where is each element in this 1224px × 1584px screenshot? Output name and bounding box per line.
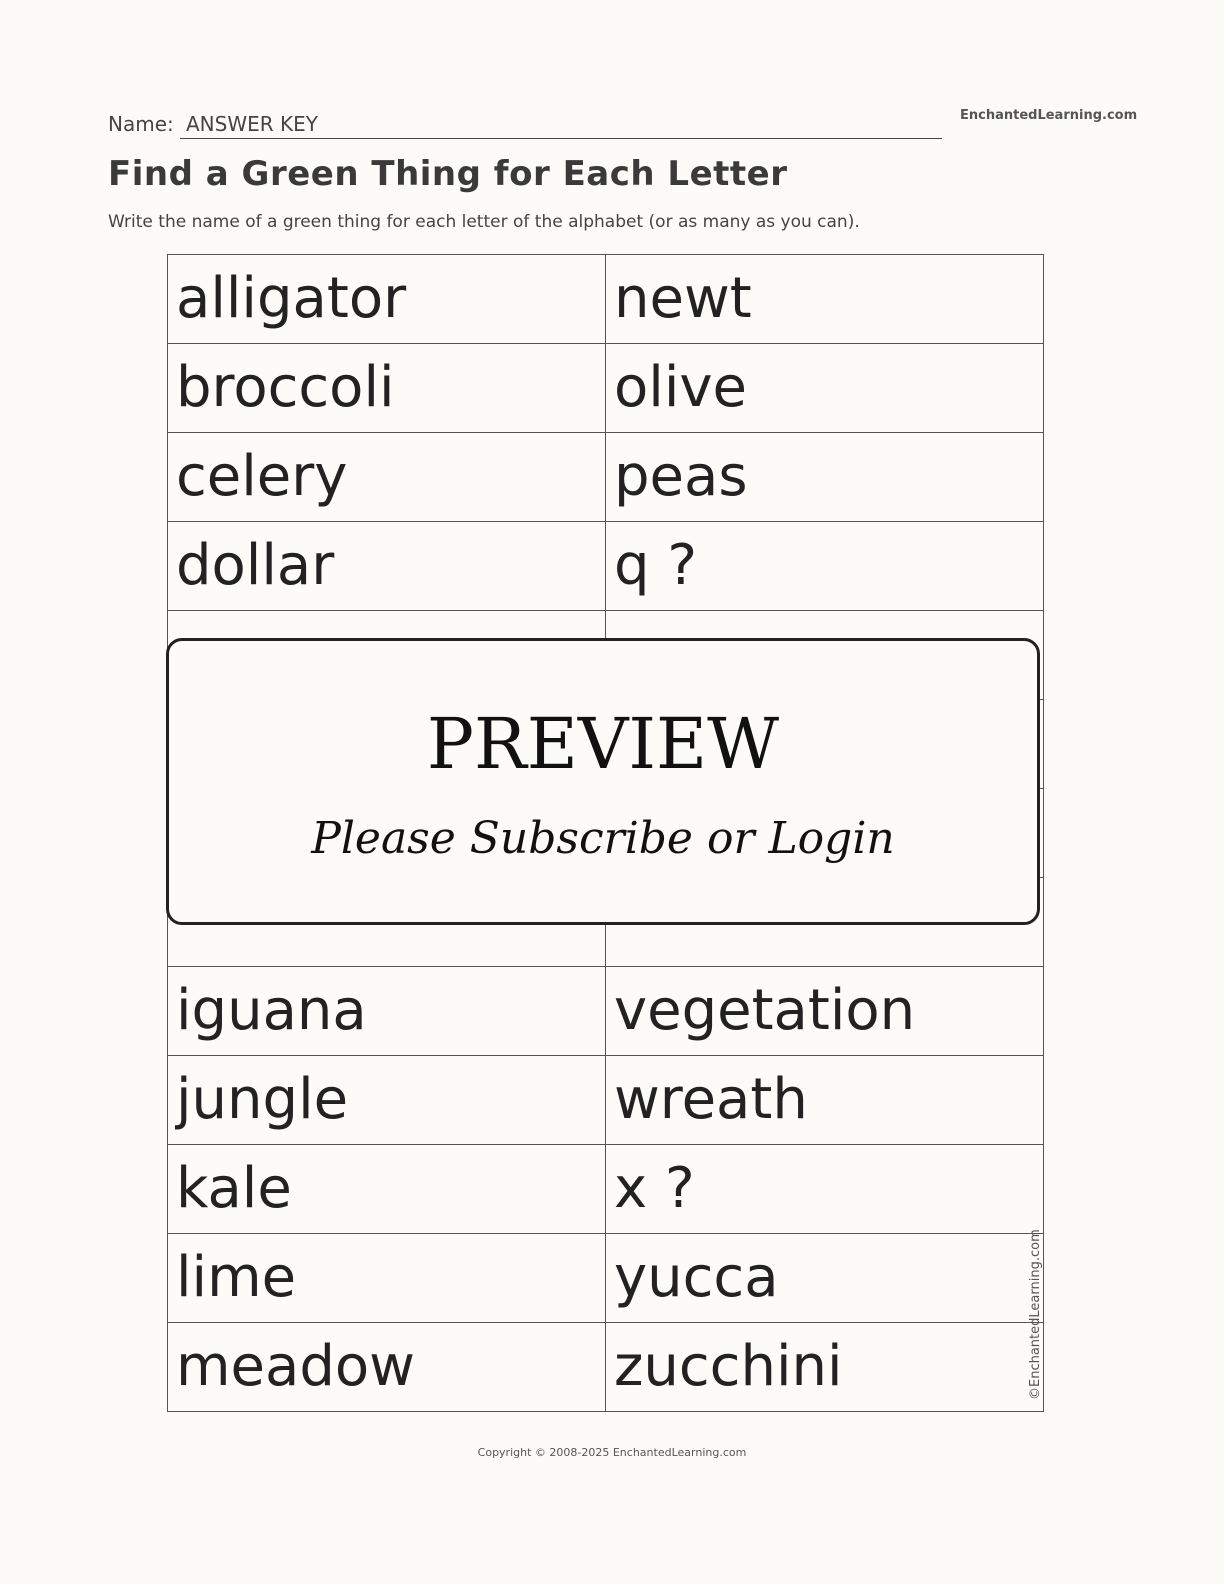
word-cell-right: newt [606, 255, 1044, 344]
word-cell-left: dollar [168, 522, 606, 611]
word-cell-right: yucca [606, 1234, 1044, 1323]
copyright: Copyright © 2008-2025 EnchantedLearning.com [477, 1446, 747, 1459]
name-value: ANSWER KEY [186, 112, 318, 136]
word-cell-right: q ? [606, 522, 1044, 611]
site-logo: EnchantedLearning.com [960, 108, 1138, 123]
word-cell-right: vegetation [606, 967, 1044, 1056]
word-cell-right: x ? [606, 1145, 1044, 1234]
preview-overlay[interactable] [166, 638, 1040, 925]
name-label: Name: [108, 112, 174, 136]
word-cell-right: wreath [606, 1056, 1044, 1145]
table-row [168, 344, 1044, 433]
word-cell-left: kale [168, 1145, 606, 1234]
preview-subtitle: Please Subscribe or Login [311, 813, 895, 864]
word-cell-right: olive [606, 344, 1044, 433]
watermark: ©EnchantedLearning.com [1028, 1229, 1043, 1400]
word-cell-left: lime [168, 1234, 606, 1323]
instructions: Write the name of a green thing for each letter of the alphabet (or as many as you can). [108, 212, 860, 232]
table-row [168, 1056, 1044, 1145]
word-cell-left: celery [168, 433, 606, 522]
table-row [168, 1234, 1044, 1323]
word-cell-right: peas [606, 433, 1044, 522]
table-row [168, 433, 1044, 522]
word-cell-left: iguana [168, 967, 606, 1056]
name-row [108, 108, 942, 140]
word-cell-left: alligator [168, 255, 606, 344]
word-cell-right: zucchini [606, 1323, 1044, 1412]
table-row [168, 522, 1044, 611]
word-cell-left: broccoli [168, 344, 606, 433]
table-row [168, 255, 1044, 344]
page-title: Find a Green Thing for Each Letter [108, 154, 788, 194]
word-cell-left: jungle [168, 1056, 606, 1145]
name-line [180, 138, 942, 139]
preview-title: PREVIEW [426, 703, 780, 785]
word-cell-left: meadow [168, 1323, 606, 1412]
table-row [168, 1145, 1044, 1234]
table-row [168, 1323, 1044, 1412]
table-row [168, 967, 1044, 1056]
